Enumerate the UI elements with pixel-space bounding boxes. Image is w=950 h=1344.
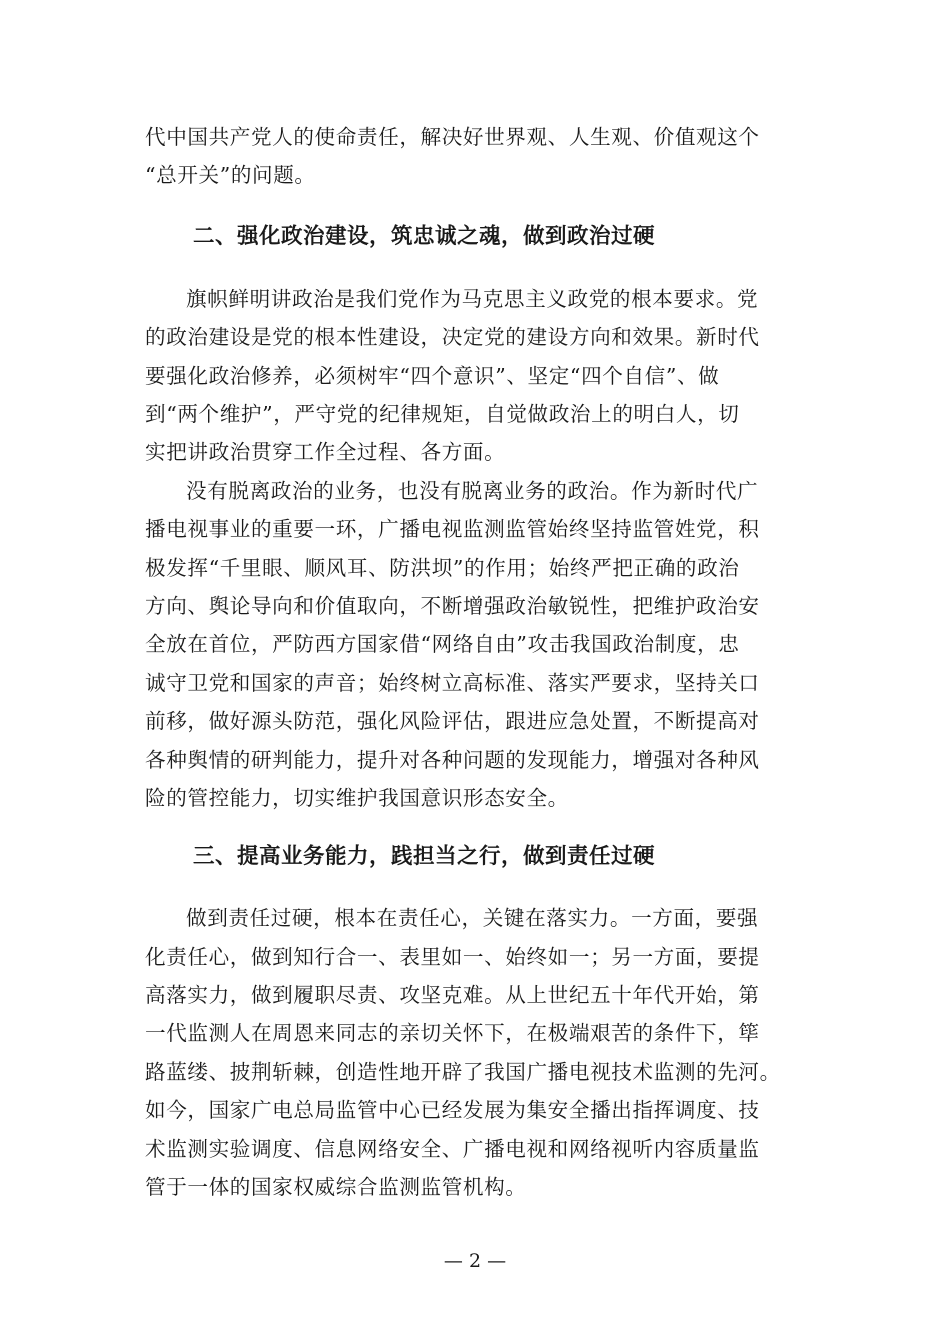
paragraph-line: 一代监测人在周恩来同志的亲切关怀下，在极端艰苦的条件下，筚 <box>145 1021 760 1045</box>
page-number: — 2 — <box>443 1250 507 1272</box>
paragraph-line: 险的管控能力，切实维护我国意识形态安全。 <box>145 786 569 810</box>
paragraph-line: 化责任心，做到知行合一、表里如一、始终如一；另一方面，要提 <box>145 945 760 969</box>
paragraph-line: 路蓝缕、披荆斩棘，创造性地开辟了我国广播电视技术监测的先河。 <box>145 1060 781 1084</box>
paragraph-line: 高落实力，做到履职尽责、攻坚克难。从上世纪五十年代开始，第 <box>145 983 760 1007</box>
paragraph-line: 到“两个维护”，严守党的纪律规矩，自觉做政治上的明白人，切 <box>145 402 740 426</box>
paragraph-line: 各种舆情的研判能力，提升对各种问题的发现能力，增强对各种风 <box>145 748 760 772</box>
paragraph-line: “总开关”的问题。 <box>145 163 316 187</box>
paragraph-line: 要强化政治修养，必须树牢“四个意识”、坚定“四个自信”、做 <box>145 364 720 388</box>
paragraph-line: 如今，国家广电总局监管中心已经发展为集安全播出指挥调度、技 <box>145 1098 760 1122</box>
paragraph-line: 管于一体的国家权威综合监测监管机构。 <box>145 1175 527 1199</box>
paragraph-line: 旗帜鲜明讲政治是我们党作为马克思主义政党的根本要求。党 <box>186 287 759 311</box>
paragraph-line: 极发挥“千里眼、顺风耳、防洪坝”的作用；始终严把正确的政治 <box>145 556 740 580</box>
section-heading: 三、提高业务能力，践担当之行，做到责任过硬 <box>193 844 656 869</box>
section-heading: 二、强化政治建设，筑忠诚之魂，做到政治过硬 <box>193 224 656 249</box>
paragraph-line: 实把讲政治贯穿工作全过程、各方面。 <box>145 440 506 464</box>
paragraph-line: 没有脱离政治的业务，也没有脱离业务的政治。作为新时代广 <box>186 479 759 503</box>
paragraph-line: 做到责任过硬，根本在责任心，关键在落实力。一方面，要强 <box>186 906 759 930</box>
paragraph-line: 的政治建设是党的根本性建设，决定党的建设方向和效果。新时代 <box>145 325 760 349</box>
paragraph-line: 术监测实验调度、信息网络安全、广播电视和网络视听内容质量监 <box>145 1137 760 1161</box>
paragraph-line: 方向、舆论导向和价值取向，不断增强政治敏锐性，把维护政治安 <box>145 594 760 618</box>
paragraph-line: 前移，做好源头防范，强化风险评估，跟进应急处置，不断提高对 <box>145 709 760 733</box>
paragraph-line: 代中国共产党人的使命责任，解决好世界观、人生观、价值观这个 <box>145 125 760 149</box>
paragraph-line: 诚守卫党和国家的声音；始终树立高标准、落实严要求，坚持关口 <box>145 671 760 695</box>
paragraph-line: 全放在首位，严防西方国家借“网络自由”攻击我国政治制度，忠 <box>145 632 740 656</box>
paragraph-line: 播电视事业的重要一环，广播电视监测监管始终坚持监管姓党，积 <box>145 517 760 541</box>
